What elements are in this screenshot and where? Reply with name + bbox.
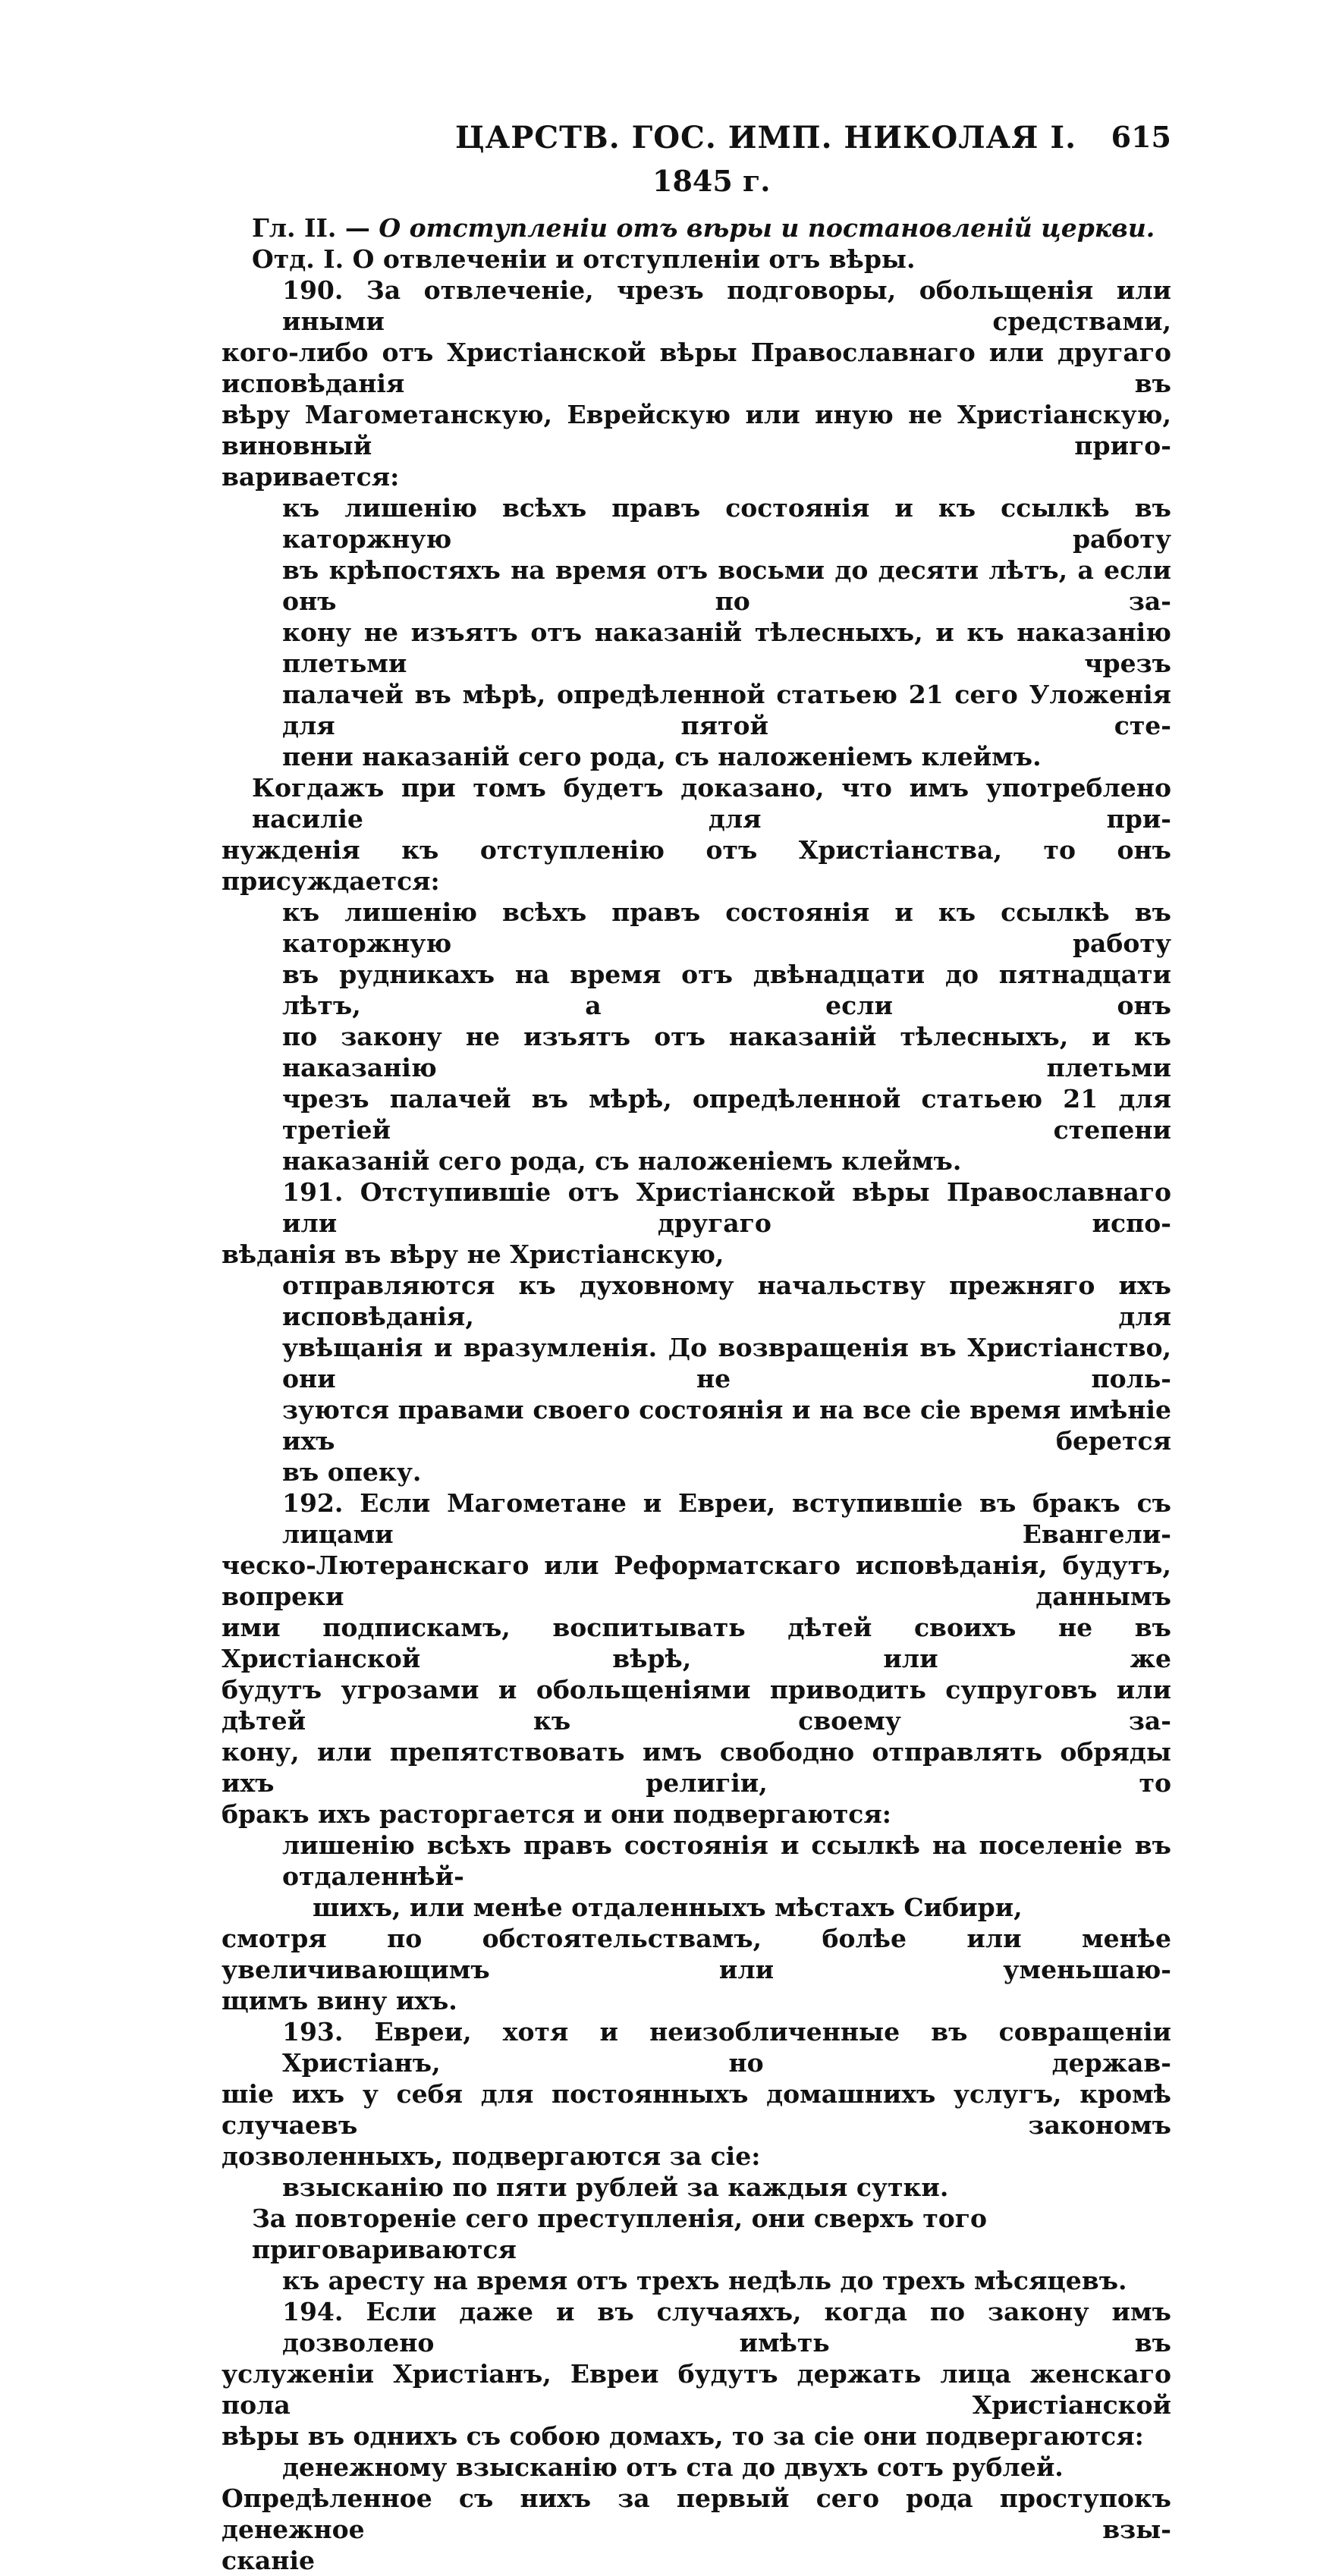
text-line: шихъ, или менѣе отдаленныхъ мѣстахъ Сибири, — [313, 1893, 1023, 1922]
text-line: бракъ ихъ расторгается и они подвергаются: — [222, 1799, 891, 1829]
text-line: пени наказаній сего рода, съ наложеніемъ клеймъ. — [282, 742, 1042, 771]
text-line: варивается: — [222, 462, 400, 492]
text-line: вѣры въ однихъ съ собою домахъ, то за сіе они подвергаются: — [222, 2421, 1144, 2451]
text-line: будутъ угрозами и обольщеніями приводить супруговъ или дѣтей къ своему за- — [222, 1675, 1171, 1736]
text-line: ческо-Лютеранскаго или Реформатскаго исповѣданія, будутъ, вопреки даннымъ — [222, 1550, 1171, 1611]
text-line: сканіе — [222, 2546, 315, 2575]
text-line: ими подпискамъ, воспитывать дѣтей своихъ не въ Христіанской вѣрѣ, или же — [222, 1613, 1171, 1673]
text-line: кону, или препятствовать имъ свободно отправлять обряды ихъ религіи, то — [222, 1737, 1171, 1798]
text-line: щимъ вину ихъ. — [222, 1986, 457, 2015]
body-text — [222, 212, 1171, 2576]
page-number: 615 — [1111, 120, 1171, 154]
text-line: шіе ихъ у себя для постоянныхъ домашнихъ услугъ, кромѣ случаевъ закономъ — [222, 2079, 1171, 2140]
text-line: лишенію всѣхъ правъ состоянія и ссылкѣ на поселеніе въ отдаленнѣй- — [282, 1830, 1171, 1891]
text-line: наказаній сего рода, съ наложеніемъ клеймъ. — [282, 1146, 962, 1176]
text-line: За повтореніе сего преступленія, они сверхъ того приговариваются — [252, 2204, 988, 2264]
text-line: въ крѣпостяхъ на время отъ восьми до десяти лѣтъ, а если онъ по за- — [282, 555, 1171, 616]
chapter-heading — [222, 212, 1171, 243]
text-line: 193. Евреи, хотя и неизобличенные въ совращеніи Христіанъ, но держав- — [282, 2017, 1171, 2078]
text-line: въ опеку. — [282, 1457, 422, 1487]
text-line: кону не изъятъ отъ наказаній тѣлесныхъ, и къ наказанію плетьми чрезъ — [282, 617, 1171, 678]
text-line: къ лишенію всѣхъ правъ состоянія и къ ссылкѣ въ каторжную работу — [282, 493, 1171, 554]
text-line: увѣщанія и вразумленія. До возвращенія въ Христіанство, они не поль- — [282, 1333, 1171, 1393]
year-heading: 1845 г. — [652, 164, 771, 198]
text-line: вѣданія въ вѣру не Христіанскую, — [222, 1239, 724, 1269]
text-line: зуются правами своего состоянія и на все сіе время имѣніе ихъ берется — [282, 1395, 1171, 1456]
text-line: денежному взысканію отъ ста до двухъ сотъ рублей. — [282, 2452, 1064, 2482]
text-line: Когдажъ при томъ будетъ доказано, что имъ употреблено насиліе для при- — [252, 773, 1171, 834]
text-line: чрезъ палачей въ мѣрѣ, опредѣленной статьею 21 для третіей степени — [282, 1084, 1171, 1145]
text-line: 192. Если Магометане и Евреи, вступившіе въ бракъ съ лицами Евангели- — [282, 1488, 1171, 1549]
text-line: въ рудникахъ на время отъ двѣнадцати до пятнадцати лѣтъ, а если онъ — [282, 960, 1171, 1020]
text-line: взысканію по пяти рублей за каждыя сутки. — [282, 2172, 949, 2202]
chapter-label: Гл. II. — — [252, 213, 370, 243]
text-line: къ аресту на время отъ трехъ недѣль до трехъ мѣсяцевъ. — [282, 2266, 1127, 2295]
text-line: къ лишенію всѣхъ правъ состоянія и къ ссылкѣ въ каторжную работу — [282, 897, 1171, 958]
section-heading: Отд. I. О отвлеченіи и отступленіи отъ вѣры. — [252, 244, 916, 274]
text-line: кого-либо отъ Христіанской вѣры Православнаго или другаго исповѣданія въ — [222, 338, 1171, 398]
text-line: палачей въ мѣрѣ, опредѣленной статьею 21 сего Уложенія для пятой сте- — [282, 680, 1171, 740]
text-line: Опредѣленное съ нихъ за первый сего рода проступокъ денежное взы- — [222, 2483, 1171, 2544]
text-line: нужденія къ отступленію отъ Христіанства, то онъ присуждается: — [222, 835, 1171, 896]
text-line: смотря по обстоятельствамъ, болѣе или менѣе увеличивающимъ или уменьшаю- — [222, 1924, 1171, 1984]
text-line: услуженіи Христіанъ, Евреи будутъ держать лица женскаго пола Христіанской — [222, 2359, 1171, 2420]
text-line: вѣру Магометанскую, Еврейскую или иную не Христіанскую, виновный приго- — [222, 400, 1171, 460]
text-line: 194. Если даже и въ случаяхъ, когда по закону имъ дозволено имѣть въ — [282, 2297, 1171, 2358]
text-line: отправляются къ духовному начальству прежняго ихъ исповѣданія, для — [282, 1271, 1171, 1331]
text-line: дозволенныхъ, подвергаются за сіе: — [222, 2141, 761, 2171]
text-line: 190. За отвлеченіе, чрезъ подговоры, обольщенія или иными средствами, — [282, 275, 1171, 336]
running-head: ЦАРСТВ. ГОС. ИМП. НИКОЛАЯ I. — [455, 120, 1077, 156]
text-lines — [222, 275, 1171, 2576]
chapter-title: О отступленіи отъ вѣры и постановленій церкви. — [379, 213, 1155, 243]
text-line: 191. Отступившіе отъ Христіанской вѣры Православнаго или другаго испо- — [282, 1177, 1171, 1238]
text-line: по закону не изъятъ отъ наказаній тѣлесныхъ, и къ наказанію плетьми — [282, 1022, 1171, 1082]
